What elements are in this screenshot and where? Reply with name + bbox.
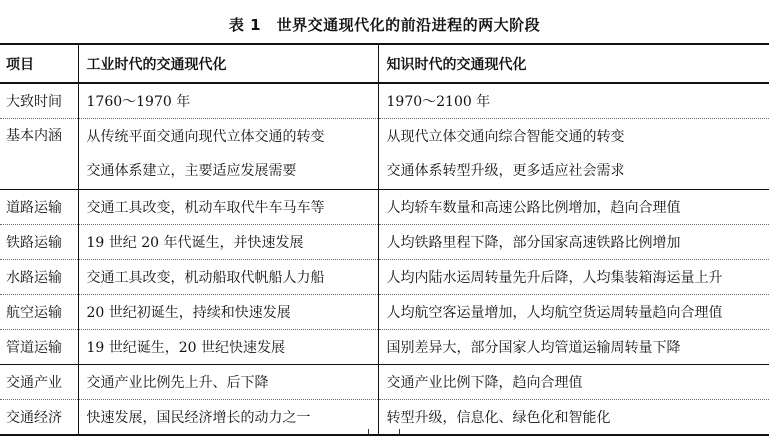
- row-item-label: 管道运输: [0, 330, 78, 365]
- page-edge-mark: [368, 429, 369, 435]
- industrial-cell: 20 世纪初诞生，持续和快速发展: [78, 295, 378, 330]
- industrial-cell: 19 世纪 20 年代诞生，并快速发展: [78, 225, 378, 260]
- knowledge-line: 从现代立体交通向综合智能交通的转变: [386, 129, 625, 145]
- knowledge-cell: [378, 119, 769, 190]
- table-row: [0, 400, 769, 436]
- table-header-row: [0, 44, 769, 83]
- row-item-text: 基本内涵: [6, 128, 62, 144]
- industrial-line: 交通体系建立，主要适应发展需要: [86, 163, 297, 179]
- knowledge-cell: 人均铁路里程下降，部分国家高速铁路比例增加: [378, 225, 769, 260]
- header-knowledge-era: 知识时代的交通现代化: [378, 44, 769, 83]
- row-item-label: 铁路运输: [0, 225, 78, 260]
- row-item-label: 大致时间: [0, 83, 78, 119]
- knowledge-cell: 人均内陆水运周转量先升后降，人均集装箱海运量上升: [378, 260, 769, 295]
- row-item-label: 交通产业: [0, 365, 78, 400]
- table-row: [0, 295, 769, 330]
- industrial-cell: 交通工具改变，机动车取代牛车马车等: [78, 190, 378, 225]
- industrial-cell: 19 世纪诞生，20 世纪快速发展: [78, 330, 378, 365]
- header-item: 项目: [0, 44, 78, 83]
- knowledge-cell: 人均轿车数量和高速公路比例增加，趋向合理值: [378, 190, 769, 225]
- industrial-cell: 快速发展，国民经济增长的动力之一: [78, 400, 378, 436]
- row-item-label: 交通经济: [0, 400, 78, 436]
- knowledge-cell: 1970～2100 年: [378, 83, 769, 119]
- row-item-label: [0, 119, 78, 190]
- industrial-cell: 1760～1970 年: [78, 83, 378, 119]
- table-row: [0, 119, 769, 190]
- comparison-table: [0, 43, 769, 436]
- industrial-cell: 交通产业比例先上升、后下降: [78, 365, 378, 400]
- row-item-label: 水路运输: [0, 260, 78, 295]
- table-row: [0, 260, 769, 295]
- table-row: [0, 83, 769, 119]
- knowledge-cell: 转型升级，信息化、绿色化和智能化: [378, 400, 769, 436]
- knowledge-line: 交通体系转型升级，更多适应社会需求: [386, 163, 625, 179]
- table-caption: 表 1 世界交通现代化的前沿进程的两大阶段: [228, 16, 541, 34]
- row-item-label: 航空运输: [0, 295, 78, 330]
- table-row: [0, 365, 769, 400]
- header-industrial-era: 工业时代的交通现代化: [78, 44, 378, 83]
- table-row: [0, 225, 769, 260]
- knowledge-cell: 交通产业比例下降，趋向合理值: [378, 365, 769, 400]
- industrial-line: 从传统平面交通向现代立体交通的转变: [86, 129, 325, 145]
- table-row: [0, 330, 769, 365]
- knowledge-cell: 人均航空客运量增加，人均航空货运周转量趋向合理值: [378, 295, 769, 330]
- knowledge-cell: 国别差异大，部分国家人均管道运输周转量下降: [378, 330, 769, 365]
- page-edge-mark: [399, 429, 400, 435]
- row-item-label: 道路运输: [0, 190, 78, 225]
- industrial-cell: [78, 119, 378, 190]
- table-row: [0, 190, 769, 225]
- industrial-cell: 交通工具改变，机动船取代帆船人力船: [78, 260, 378, 295]
